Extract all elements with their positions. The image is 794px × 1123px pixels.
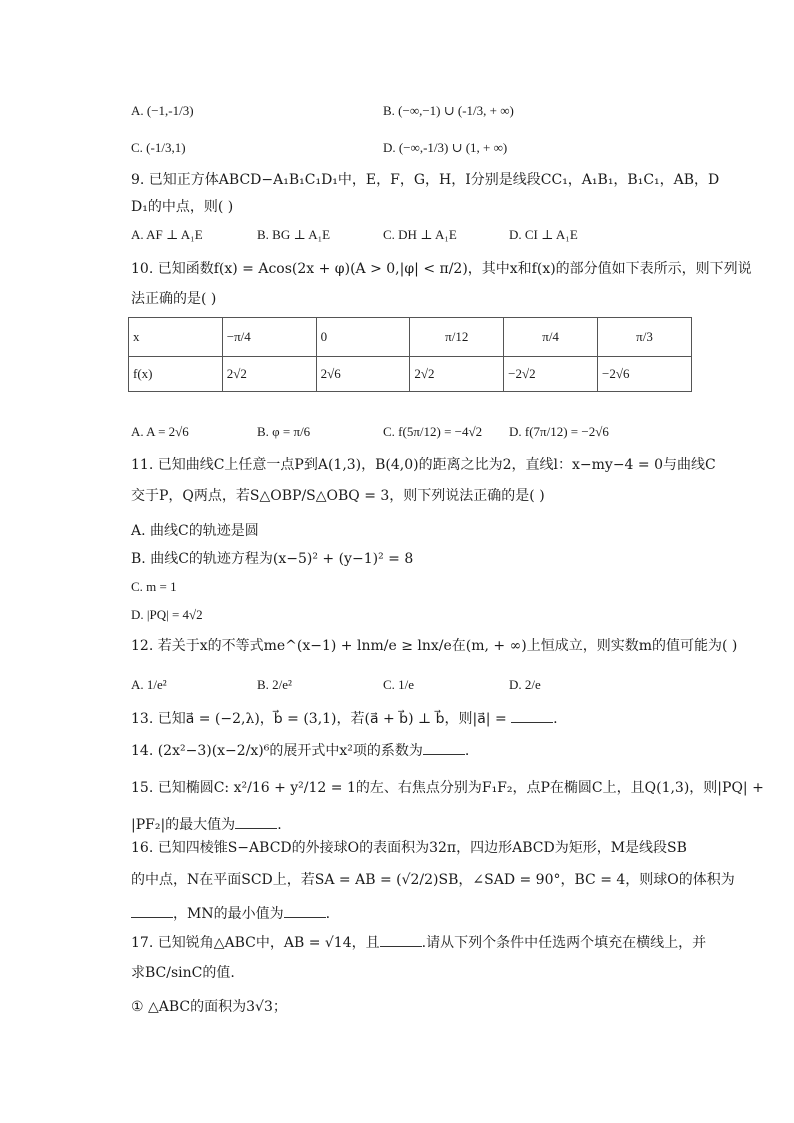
- q9-stem-line1: 9. 已知正方体ABCD−A₁B₁C₁D₁中，E，F，G，H，I分别是线段CC₁，A₁B₁，B₁C₁，AB，D: [131, 172, 720, 188]
- q17-condition-1: ① △ABC的面积为3√3；: [131, 999, 287, 1015]
- q13-stem: [131, 708, 558, 729]
- q16-stem-line3: [131, 903, 330, 924]
- q12-option-c: C. 1/e: [383, 677, 415, 692]
- q13-end: .: [553, 711, 558, 727]
- q12-option-b: B. 2/e²: [257, 677, 292, 692]
- table-cell: π/4: [504, 318, 598, 357]
- q11-option-a: A. 曲线C的轨迹是圆: [131, 523, 259, 539]
- q16-stem-line2: 的中点，N在平面SCD上，若SA = AB = (√2/2)SB，∠SAD = 90°，BC = 4，则球O的体积为: [131, 872, 735, 888]
- q11-option-d: D. |PQ| = 4√2: [131, 607, 203, 622]
- table-row: [129, 318, 692, 357]
- q17-stem-line2: 求BC/sinC的值.: [131, 965, 235, 981]
- table-cell: −π/4: [222, 318, 316, 357]
- q17-text-b: .请从下列个条件中任选两个填充在横线上，并: [421, 935, 707, 951]
- q9-option-a: A. AF ⊥ A₁E: [131, 227, 203, 242]
- q14-stem: [131, 740, 469, 761]
- table-cell: x: [129, 318, 223, 357]
- answer-blank: [511, 708, 553, 723]
- q8-option-b: B. (−∞,−1) ∪ (-1/3, + ∞): [383, 103, 514, 118]
- q13-text: 13. 已知a⃗ = (−2,λ)，b⃗ = (3,1)，若(a⃗ + b⃗) ⊥ b⃗，则|a⃗| =: [131, 711, 512, 727]
- q16-end: .: [325, 906, 331, 922]
- table-cell: π/12: [410, 318, 504, 357]
- q17-stem-line1: [131, 932, 706, 953]
- q11-stem-line2: 交于P，Q两点，若S△OBP/S△OBQ = 3，则下列说法正确的是( ): [131, 488, 545, 504]
- q11-option-c: C. m = 1: [131, 579, 177, 594]
- answer-blank: [131, 903, 173, 918]
- q16-text: ，MN的最小值为: [173, 906, 284, 922]
- q10-option-a: A. A = 2√6: [131, 424, 189, 439]
- answer-blank: [423, 740, 465, 755]
- q15-stem-line2: [131, 814, 282, 835]
- q15-text: |PF₂|的最大值为: [131, 817, 236, 833]
- q8-option-a: A. (−1,-1/3): [131, 103, 194, 118]
- q10-option-b: B. φ = π/6: [257, 424, 311, 439]
- table-row: [129, 357, 692, 392]
- q9-option-c: C. DH ⊥ A₁E: [383, 227, 457, 242]
- table-cell: 2√2: [222, 357, 316, 392]
- q11-stem-line1: 11. 已知曲线C上任意一点P到A(1,3)，B(4,0)的距离之比为2，直线l：x−my−4 = 0与曲线C: [131, 457, 716, 473]
- answer-blank: [380, 932, 422, 947]
- q10-option-c: C. f(5π/12) = −4√2: [383, 424, 483, 439]
- q8-option-d: D. (−∞,-1/3) ∪ (1, + ∞): [383, 140, 508, 155]
- answer-blank: [235, 814, 277, 829]
- table-cell: 2√2: [410, 357, 504, 392]
- table-cell: π/3: [598, 318, 692, 357]
- q8-option-c: C. (-1/3,1): [131, 140, 186, 155]
- q17-text: 17. 已知锐角△ABC中，AB = √14，且: [131, 935, 380, 951]
- table-cell: 2√6: [316, 357, 410, 392]
- q12-option-a: A. 1/e²: [131, 677, 167, 692]
- table-cell: −2√2: [504, 357, 598, 392]
- q10-value-table: [128, 317, 692, 392]
- table-cell: f(x): [129, 357, 223, 392]
- q10-option-d: D. f(7π/12) = −2√6: [509, 424, 609, 439]
- q9-option-b: B. BG ⊥ A₁E: [257, 227, 331, 242]
- q10-stem-line1: 10. 已知函数f(x) = Acos(2x + φ)(A > 0,|φ| < π/2)，其中x和f(x)的部分值如下表所示，则下列说: [131, 261, 752, 277]
- answer-blank: [284, 903, 326, 918]
- q15-stem-line1: 15. 已知椭圆C: x²/16 + y²/12 = 1的左、右焦点分别为F₁F₂，点P在椭圆C上，且Q(1,3)，则|PQ| +: [131, 780, 764, 796]
- q12-stem: 12. 若关于x的不等式me^(x−1) + lnm/e ≥ lnx/e在(m, + ∞)上恒成立，则实数m的值可能为( ): [131, 638, 738, 654]
- q11-option-b: B. 曲线C的轨迹方程为(x−5)² + (y−1)² = 8: [131, 551, 414, 567]
- table-cell: 0: [316, 318, 410, 357]
- q14-end: .: [464, 743, 470, 759]
- q14-text: 14. (2x²−3)(x−2/x)⁶的展开式中x²项的系数为: [131, 743, 423, 759]
- q10-stem-line2: 法正确的是( ): [131, 291, 217, 307]
- q9-stem-line2: D₁的中点，则( ): [131, 199, 234, 215]
- q16-stem-line1: 16. 已知四棱锥S−ABCD的外接球O的表面积为32π，四边形ABCD为矩形，M是线段SB: [131, 840, 687, 856]
- q12-option-d: D. 2/e: [509, 677, 541, 692]
- table-cell: −2√6: [598, 357, 692, 392]
- q15-end: .: [277, 817, 282, 833]
- q9-option-d: D. CI ⊥ A₁E: [509, 227, 578, 242]
